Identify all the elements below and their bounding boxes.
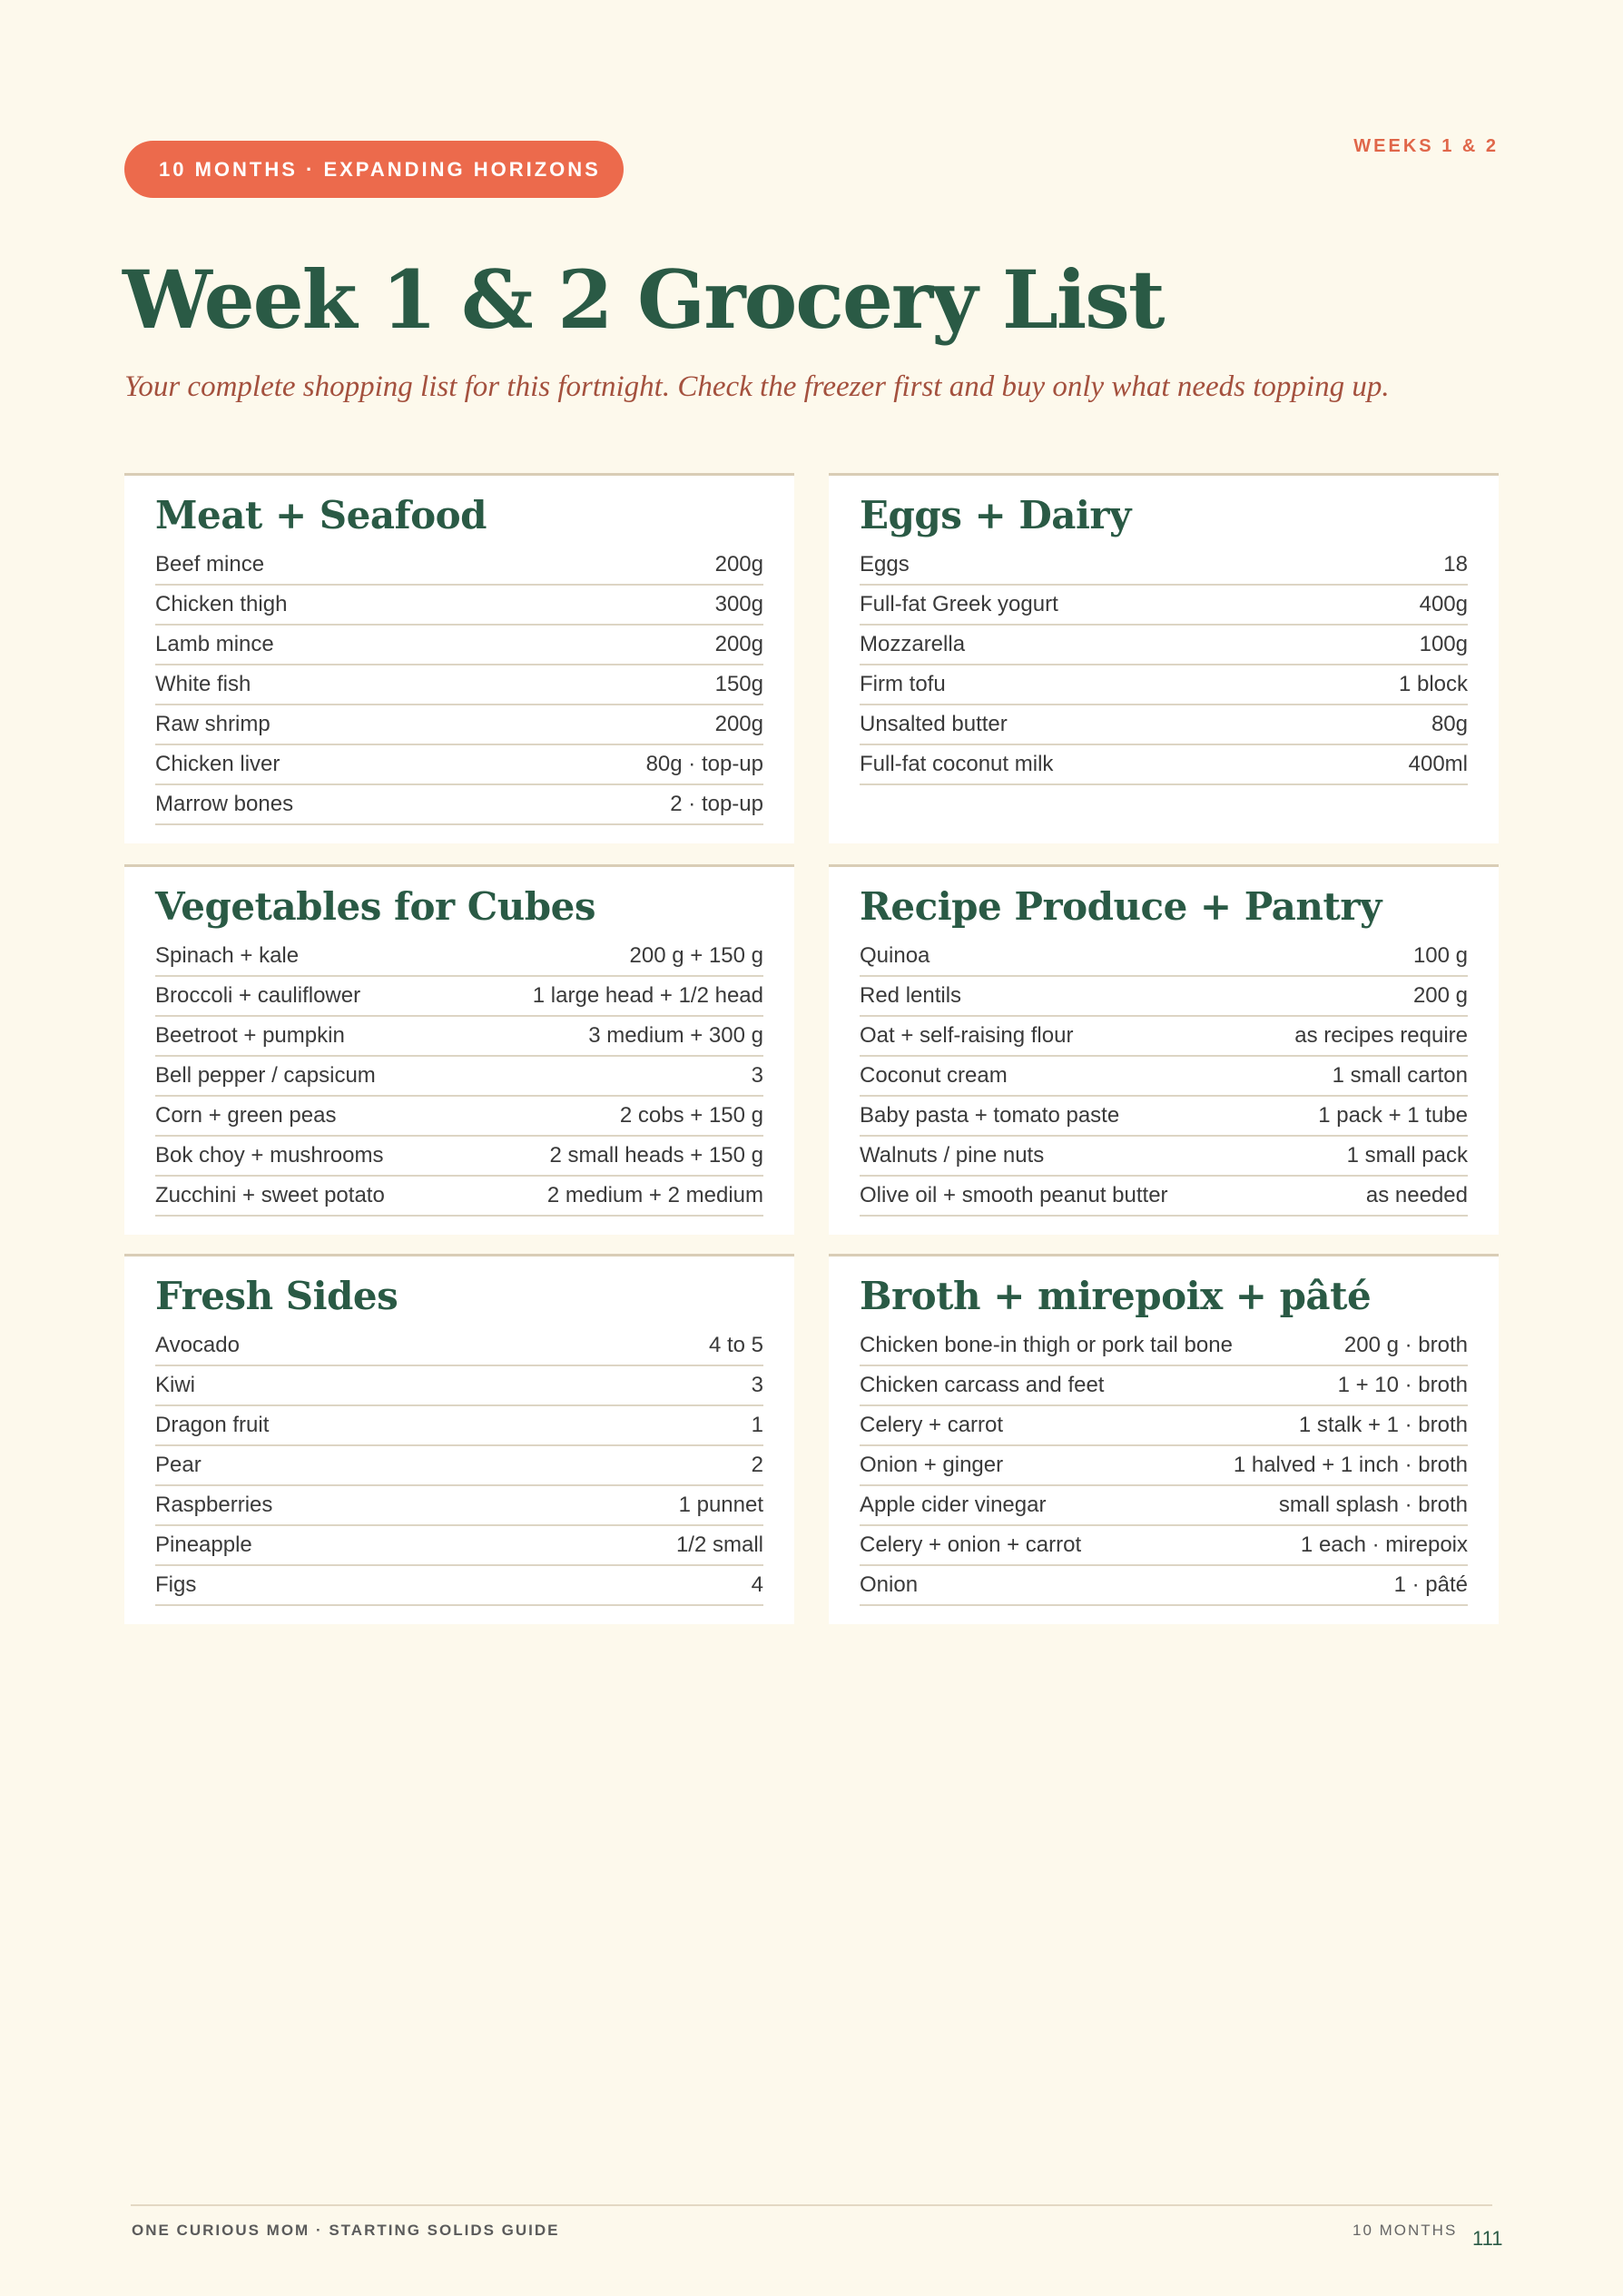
section-pill: 10 MONTHS · EXPANDING HORIZONS (124, 141, 624, 198)
section-card-vegetables (124, 864, 794, 1235)
item-qty: 200 g · broth (1343, 1332, 1468, 1357)
list-item (155, 1057, 763, 1097)
section-card-broth (829, 1254, 1499, 1624)
item-qty: 1 block (1398, 671, 1468, 696)
item-qty: 300g (714, 591, 763, 616)
list-item (155, 705, 763, 745)
item-qty: 1 pack + 1 tube (1318, 1102, 1468, 1128)
list-item (155, 977, 763, 1017)
item-name: Avocado (155, 1332, 240, 1357)
section-title: Broth + mirepoix + pâté (860, 1274, 1372, 1318)
list-item (860, 1137, 1468, 1177)
weeks-tag: WEEKS 1 & 2 (1353, 136, 1499, 156)
item-name: Oat + self-raising flour (860, 1022, 1074, 1048)
list-item (860, 705, 1468, 745)
list-item (860, 1326, 1468, 1366)
item-name: Eggs (860, 551, 910, 576)
section-card-meat-seafood (124, 473, 794, 843)
item-qty: 80g · top-up (645, 751, 763, 776)
list-item (860, 1526, 1468, 1566)
item-qty: 18 (1443, 551, 1468, 576)
page-number: 111 (1472, 2227, 1503, 2250)
item-name: Chicken bone-in thigh or pork tail bone (860, 1332, 1233, 1357)
list-item (155, 1177, 763, 1217)
item-name: Onion + ginger (860, 1452, 1004, 1477)
item-qty: 4 (751, 1572, 763, 1597)
list-item (860, 745, 1468, 785)
page-title: Week 1 & 2 Grocery List (123, 252, 1164, 347)
list-item (155, 1566, 763, 1606)
item-qty: 80g (1431, 711, 1468, 736)
footer-section-label: 10 MONTHS (1352, 2222, 1458, 2239)
list-item (155, 745, 763, 785)
section-card-recipe-pantry (829, 864, 1499, 1235)
item-qty: 400ml (1408, 751, 1468, 776)
list-item (860, 1366, 1468, 1406)
list-item (155, 546, 763, 586)
item-name: Firm tofu (860, 671, 946, 696)
item-name: Unsalted butter (860, 711, 1008, 736)
item-qty: 1 halved + 1 inch · broth (1233, 1452, 1468, 1477)
list-item (155, 1406, 763, 1446)
footer-guide-title: ONE CURIOUS MOM · STARTING SOLIDS GUIDE (132, 2222, 560, 2239)
list-item (860, 546, 1468, 586)
item-name: Pineapple (155, 1532, 252, 1557)
list-item (860, 626, 1468, 665)
item-name: Bell pepper / capsicum (155, 1062, 376, 1088)
item-name: Beetroot + pumpkin (155, 1022, 345, 1048)
list-item (155, 1446, 763, 1486)
item-name: Chicken thigh (155, 591, 288, 616)
list-item (155, 1017, 763, 1057)
section-title: Fresh Sides (155, 1274, 398, 1318)
item-qty: small splash · broth (1278, 1492, 1468, 1517)
item-name: Celery + onion + carrot (860, 1532, 1082, 1557)
list-item (155, 665, 763, 705)
item-name: Lamb mince (155, 631, 274, 656)
item-name: Red lentils (860, 982, 962, 1008)
item-qty: 1 large head + 1/2 head (532, 982, 763, 1008)
item-qty: 1/2 small (675, 1532, 763, 1557)
item-name: White fish (155, 671, 251, 696)
item-name: Dragon fruit (155, 1412, 270, 1437)
item-name: Chicken carcass and feet (860, 1372, 1105, 1397)
list-item (860, 1406, 1468, 1446)
item-name: Mozzarella (860, 631, 966, 656)
item-name: Coconut cream (860, 1062, 1008, 1088)
item-qty: 2 cobs + 150 g (619, 1102, 763, 1128)
item-qty: 1 stalk + 1 · broth (1298, 1412, 1468, 1437)
item-qty: 2 small heads + 150 g (549, 1142, 763, 1168)
item-qty: 3 (751, 1062, 763, 1088)
item-qty: 1 punnet (678, 1492, 763, 1517)
item-qty: 1 small pack (1346, 1142, 1468, 1168)
item-qty: 4 to 5 (708, 1332, 763, 1357)
list-item (860, 665, 1468, 705)
item-qty: 2 · top-up (670, 791, 763, 816)
list-item (860, 977, 1468, 1017)
item-name: Raw shrimp (155, 711, 270, 736)
item-name: Kiwi (155, 1372, 196, 1397)
list-item (155, 1526, 763, 1566)
item-qty: 3 medium + 300 g (588, 1022, 763, 1048)
item-name: Quinoa (860, 942, 930, 968)
item-name: Celery + carrot (860, 1412, 1004, 1437)
item-name: Full-fat coconut milk (860, 751, 1054, 776)
item-name: Zucchini + sweet potato (155, 1182, 385, 1207)
list-item (860, 1486, 1468, 1526)
list-item (155, 1137, 763, 1177)
list-item (860, 937, 1468, 977)
item-qty: 200g (714, 631, 763, 656)
section-title: Recipe Produce + Pantry (860, 884, 1382, 929)
item-qty: 1 · pâté (1393, 1572, 1468, 1597)
item-name: Pear (155, 1452, 202, 1477)
item-qty: as recipes require (1294, 1022, 1468, 1048)
item-qty: 2 (751, 1452, 763, 1477)
list-item (155, 937, 763, 977)
item-qty: 200 g + 150 g (629, 942, 763, 968)
item-qty: 1 each · mirepoix (1300, 1532, 1468, 1557)
item-qty: 2 medium + 2 medium (546, 1182, 763, 1207)
item-qty: 3 (751, 1372, 763, 1397)
item-qty: 1 (751, 1412, 763, 1437)
list-item (155, 586, 763, 626)
item-name: Bok choy + mushrooms (155, 1142, 384, 1168)
list-item (860, 1097, 1468, 1137)
item-name: Apple cider vinegar (860, 1492, 1047, 1517)
list-item (860, 1017, 1468, 1057)
list-item (155, 785, 763, 825)
section-title: Meat + Seafood (155, 493, 487, 537)
section-card-eggs-dairy (829, 473, 1499, 843)
item-qty: 200 g (1412, 982, 1468, 1008)
item-name: Chicken liver (155, 751, 280, 776)
item-qty: 100 g (1412, 942, 1468, 968)
list-item (155, 1326, 763, 1366)
list-item (155, 626, 763, 665)
item-name: Full-fat Greek yogurt (860, 591, 1058, 616)
list-item (860, 586, 1468, 626)
item-name: Spinach + kale (155, 942, 300, 968)
item-name: Walnuts / pine nuts (860, 1142, 1045, 1168)
list-item (860, 1446, 1468, 1486)
item-qty: 200g (714, 551, 763, 576)
item-qty: 100g (1419, 631, 1468, 656)
list-item (860, 1057, 1468, 1097)
page-subtitle: Your complete shopping list for this fortnight. Check the freezer first and buy only what needs topping up. (124, 370, 1390, 403)
item-name: Onion (860, 1572, 919, 1597)
item-qty: 200g (714, 711, 763, 736)
item-name: Corn + green peas (155, 1102, 337, 1128)
item-name: Broccoli + cauliflower (155, 982, 361, 1008)
item-qty: as needed (1365, 1182, 1468, 1207)
section-title: Eggs + Dairy (860, 493, 1131, 537)
list-item (155, 1097, 763, 1137)
footer-divider (131, 2204, 1492, 2206)
list-item (860, 1566, 1468, 1606)
item-qty: 1 small carton (1332, 1062, 1468, 1088)
item-name: Figs (155, 1572, 197, 1597)
item-name: Baby pasta + tomato paste (860, 1102, 1120, 1128)
item-qty: 1 + 10 · broth (1337, 1372, 1468, 1397)
item-qty: 150g (714, 671, 763, 696)
section-title: Vegetables for Cubes (155, 884, 595, 929)
list-item (155, 1486, 763, 1526)
item-name: Olive oil + smooth peanut butter (860, 1182, 1168, 1207)
list-item (155, 1366, 763, 1406)
item-name: Beef mince (155, 551, 265, 576)
item-qty: 400g (1419, 591, 1468, 616)
section-card-fresh-sides (124, 1254, 794, 1624)
list-item (860, 1177, 1468, 1217)
item-name: Marrow bones (155, 791, 294, 816)
item-name: Raspberries (155, 1492, 273, 1517)
